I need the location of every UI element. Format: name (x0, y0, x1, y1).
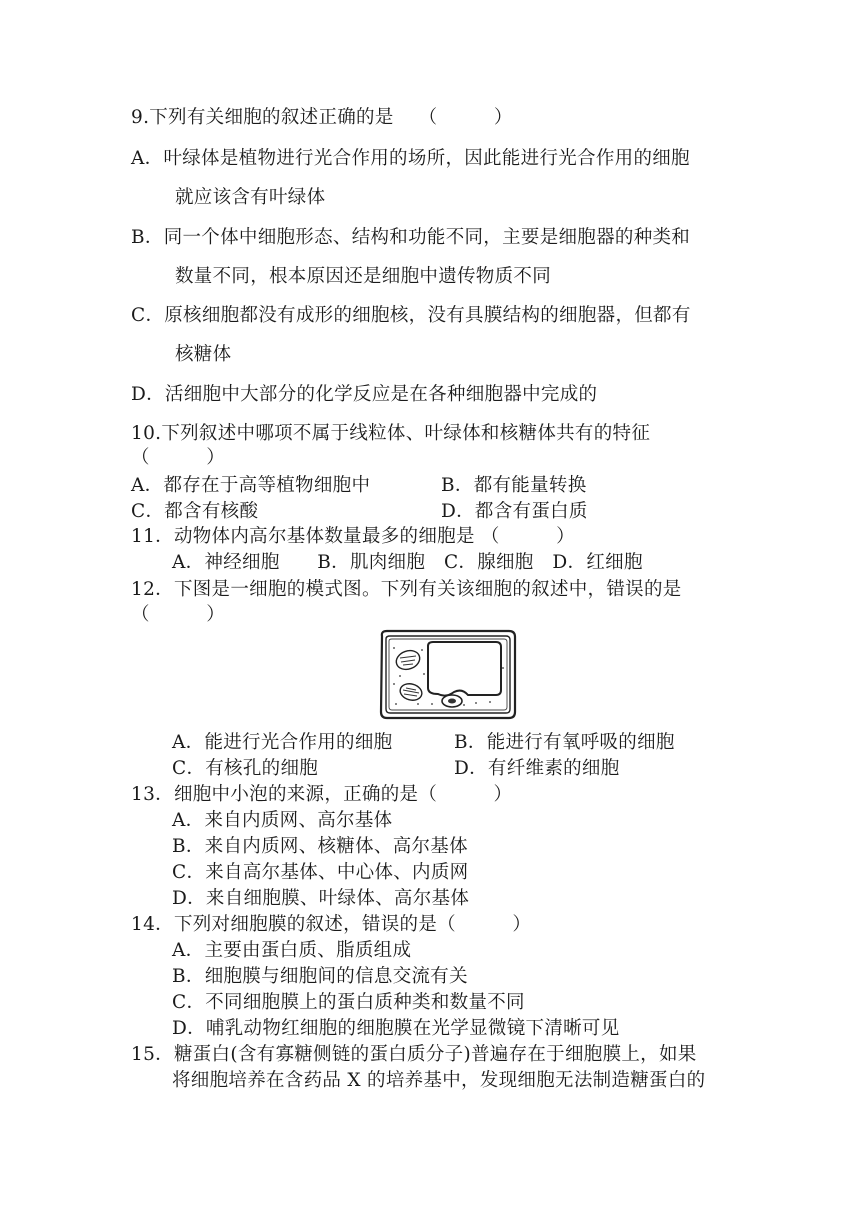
q15-stem-line1: 15．糖蛋白(含有寡糖侧链的蛋白质分子)普遍存在于细胞膜上，如果 (131, 1044, 697, 1065)
q13-option-b: B．来自内质网、核糖体、高尔基体 (172, 836, 468, 857)
q13-option-c: C．来自高尔基体、中心体、内质网 (172, 862, 469, 883)
q13-stem: 13．细胞中小泡的来源，正确的是（ ） (131, 784, 513, 805)
q15-stem-line2: 将细胞培养在含药品 X 的培养基中，发现细胞无法制造糖蛋白的 (172, 1070, 706, 1091)
q9-option-c-line1: C．原核细胞都没有成形的细胞核，没有具膜结构的细胞器，但都有 (131, 305, 691, 326)
q9-option-a-line1: A．叶绿体是植物进行光合作用的场所，因此能进行光合作用的细胞 (131, 148, 690, 169)
q11-options: A．神经细胞 B．肌肉细胞 C．腺细胞 D．红细胞 (172, 552, 643, 573)
q9-option-c-line2: 核糖体 (175, 344, 232, 365)
q9-stem: 9.下列有关细胞的叙述正确的是 （ ） (131, 107, 513, 128)
q10-option-b: B．都有能量转换 (441, 475, 587, 496)
q12-option-c: C．有核孔的细胞 (172, 758, 319, 779)
q10-answer-paren: （ ） (131, 447, 226, 468)
q9-option-b-line2: 数量不同，根本原因还是细胞中遗传物质不同 (175, 266, 552, 287)
q10-option-c: C．都含有核酸 (131, 501, 259, 522)
q12-stem: 12．下图是一细胞的模式图。下列有关该细胞的叙述中，错误的是 (131, 579, 682, 600)
plant-cell-diagram (378, 628, 518, 720)
q10-option-d: D．都含有蛋白质 (441, 501, 588, 522)
q14-option-b: B．细胞膜与细胞间的信息交流有关 (172, 966, 468, 987)
q14-option-a: A．主要由蛋白质、脂质组成 (172, 940, 412, 961)
q14-stem: 14．下列对细胞膜的叙述，错误的是（ ） (131, 914, 532, 935)
q12-option-b: B．能进行有氧呼吸的细胞 (454, 732, 675, 753)
q13-option-d: D．来自细胞膜、叶绿体、高尔基体 (172, 888, 470, 909)
q9-option-b-line1: B．同一个体中细胞形态、结构和功能不同，主要是细胞器的种类和 (131, 227, 691, 248)
q9-option-d: D．活细胞中大部分的化学反应是在各种细胞器中完成的 (131, 384, 598, 405)
q13-option-a: A．来自内质网、高尔基体 (172, 810, 393, 831)
q12-option-d: D．有纤维素的细胞 (454, 758, 620, 779)
q9-option-a-line2: 就应该含有叶绿体 (175, 187, 326, 208)
q11-stem: 11．动物体内高尔基体数量最多的细胞是 （ ） (131, 526, 575, 547)
q10-stem: 10.下列叙述中哪项不属于线粒体、叶绿体和核糖体共有的特征 (131, 423, 651, 444)
q12-answer-paren: （ ） (131, 604, 226, 625)
q10-option-a: A．都存在于高等植物细胞中 (131, 475, 371, 496)
q14-option-c: C．不同细胞膜上的蛋白质种类和数量不同 (172, 992, 525, 1013)
q14-option-d: D．哺乳动物红细胞的细胞膜在光学显微镜下清晰可见 (172, 1018, 620, 1039)
q12-option-a: A．能进行光合作用的细胞 (172, 732, 393, 753)
